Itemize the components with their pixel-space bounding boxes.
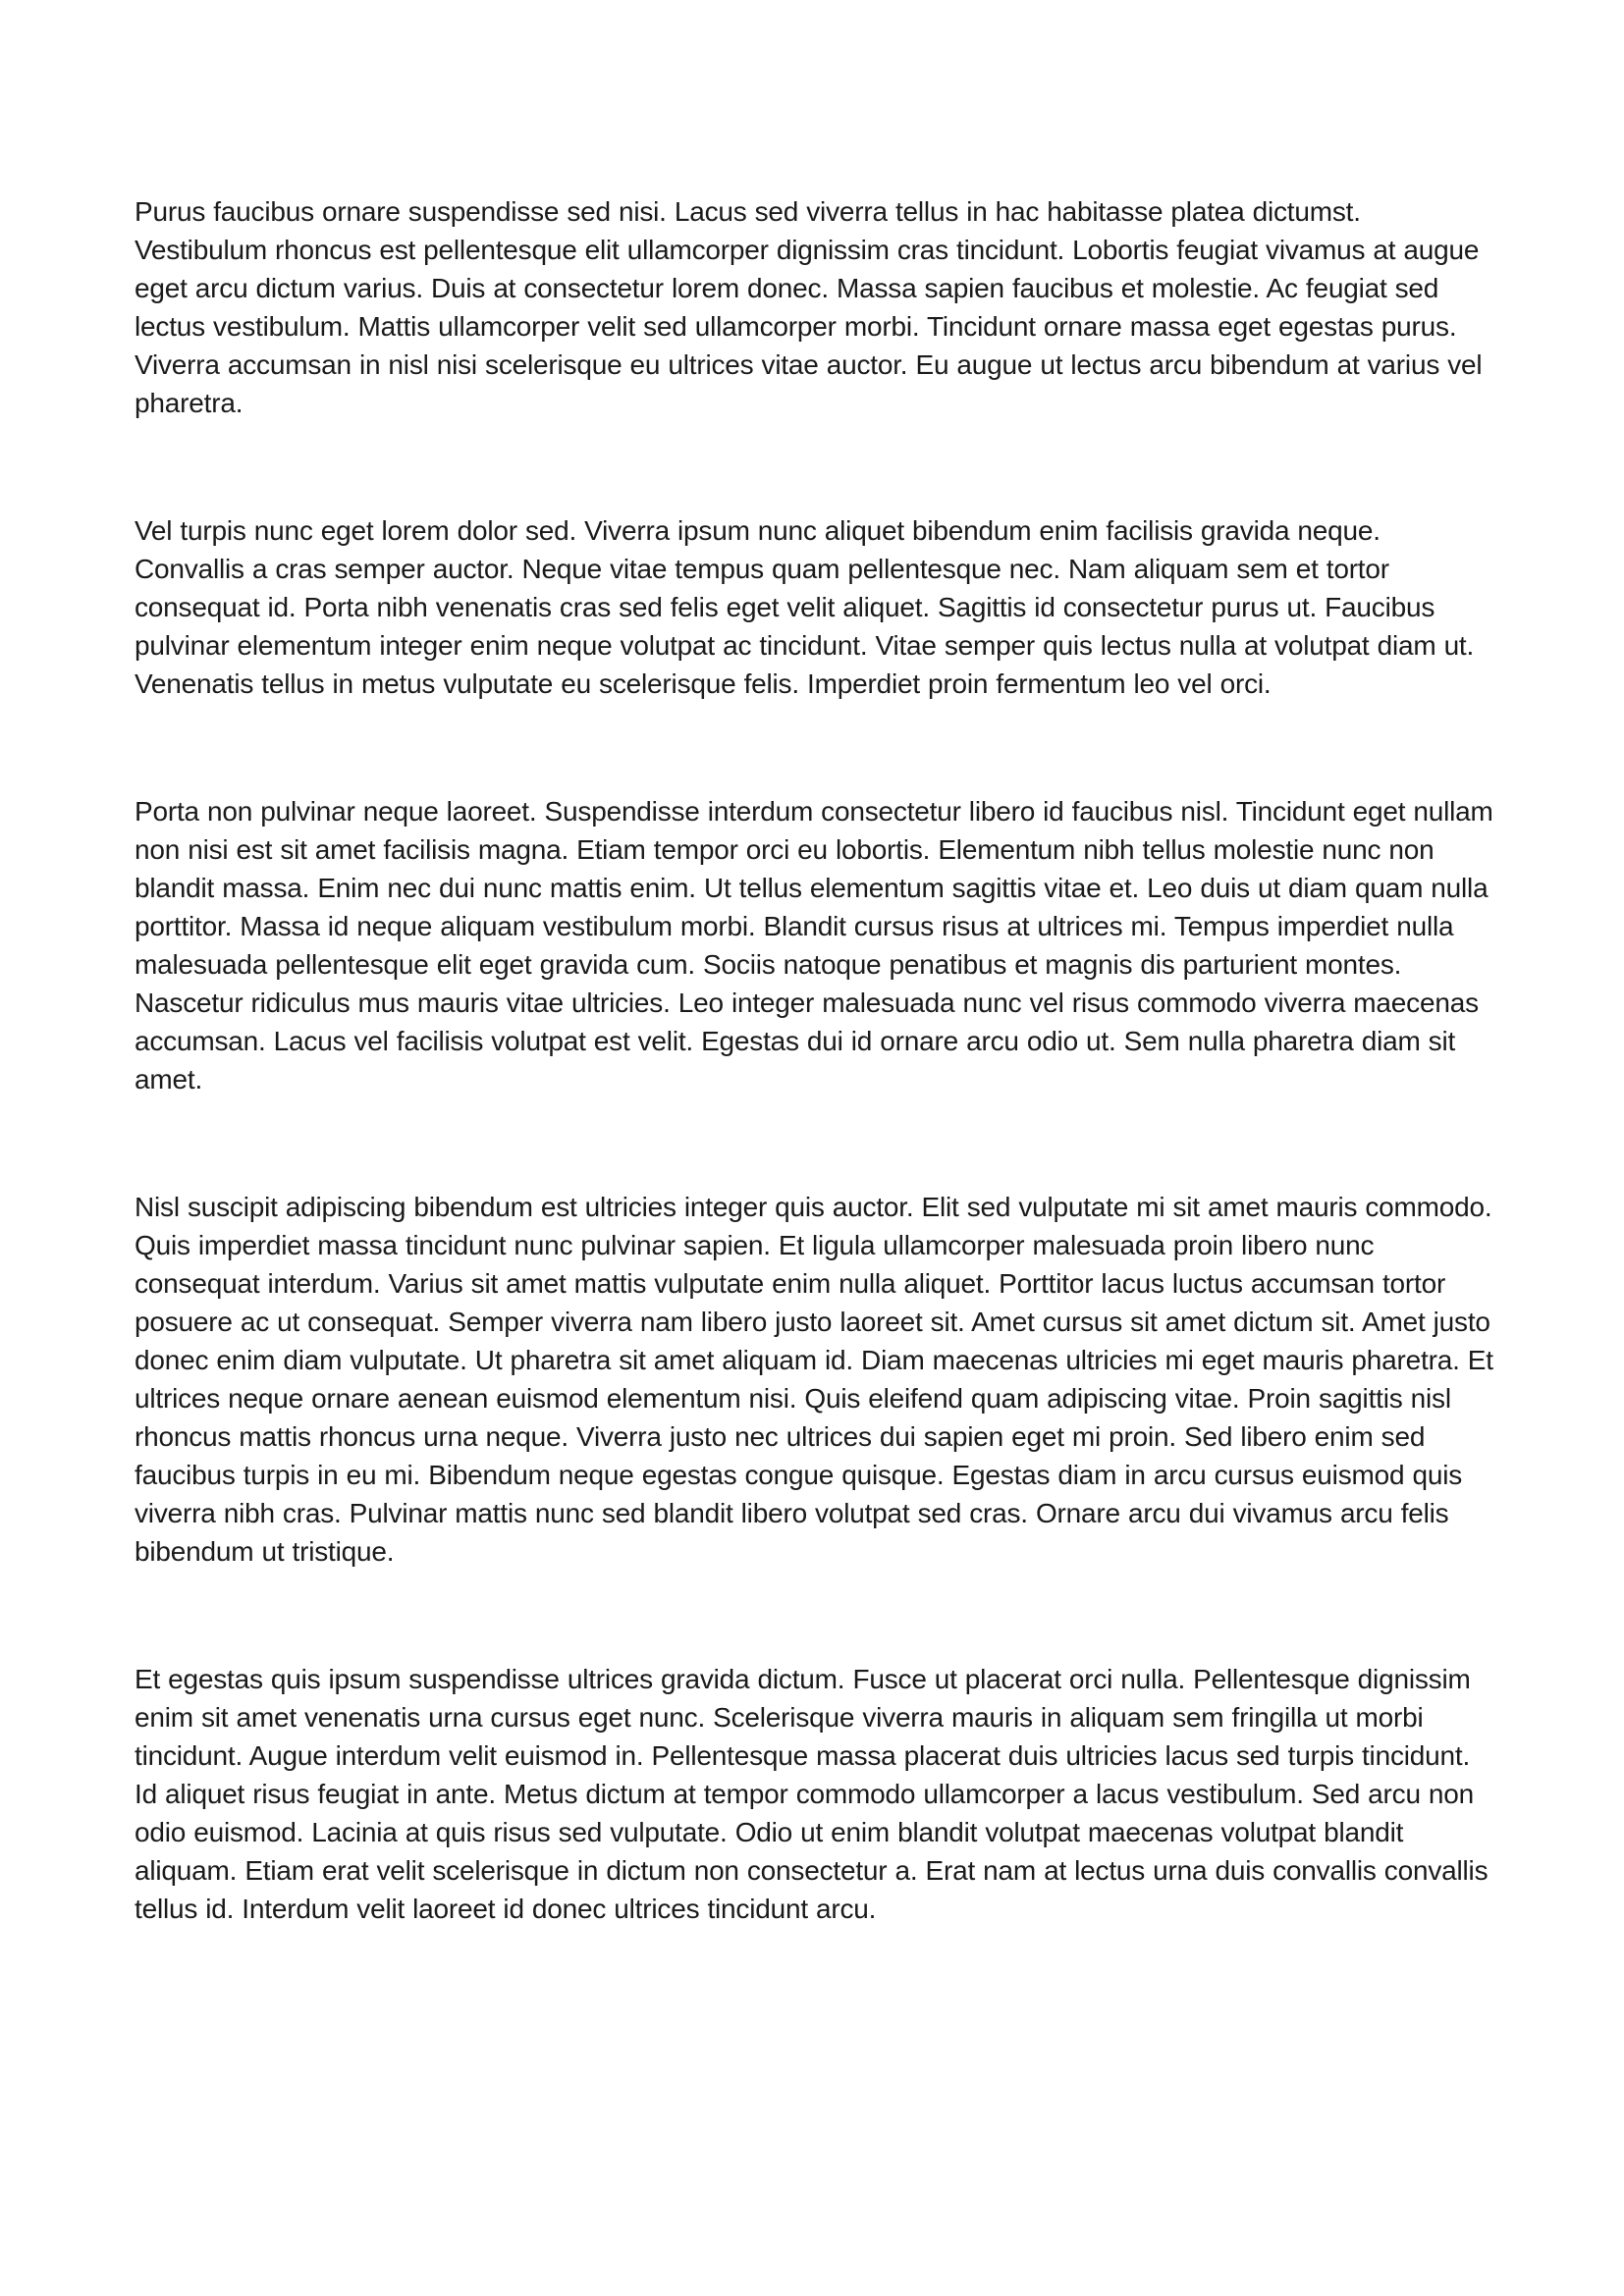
paragraph-5: Et egestas quis ipsum suspendisse ultrices gravida dictum. Fusce ut placerat orci nulla. Pellentesque dignissim enim sit amet venenatis urna cursus eget nunc. Scelerisque viverra mauris in aliquam sem fringilla ut morbi tincidunt. Augue interdum velit euismod in. Pellentesque massa placerat duis ultricies lacus sed turpis tincidunt. Id aliquet risus feugiat in ante. Metus dictum at tempor commodo ullamcorper a lacus vestibulum. Sed arcu non odio euismod. Lacinia at quis risus sed vulputate. Odio ut enim blandit volutpat maecenas volutpat blandit aliquam. Etiam erat velit scelerisque in dictum non consectetur a. Erat nam at lectus urna duis convallis convallis tellus id. Interdum velit laoreet id donec ultrices tincidunt arcu.: [135, 1664, 1489, 1924]
paragraph-4: Nisl suscipit adipiscing bibendum est ultricies integer quis auctor. Elit sed vulputate mi sit amet mauris commodo. Quis imperdiet massa tincidunt nunc pulvinar sapien. Et ligula ullamcorper malesuada proin libero nunc consequat interdum. Varius sit amet mattis vulputate enim nulla aliquet. Porttitor lacus luctus accumsan tortor posuere ac ut consequat. Semper viverra nam libero justo laoreet sit. Amet cursus sit amet dictum sit. Amet justo donec enim diam vulputate. Ut pharetra sit amet aliquam id. Diam maecenas ultricies mi eget mauris pharetra. Et ultrices neque ornare aenean euismod elementum nisi. Quis eleifend quam adipiscing vitae. Proin sagittis nisl rhoncus mattis rhoncus urna neque. Viverra justo nec ultrices dui sapien eget mi proin. Sed libero enim sed faucibus turpis in eu mi. Bibendum neque egestas congue quisque. Egestas diam in arcu cursus euismod quis viverra nibh cras. Pulvinar mattis nunc sed blandit libero volutpat sed cras. Ornare arcu dui vivamus arcu felis bibendum ut tristique.: [135, 1192, 1493, 1567]
paragraph-3: Porta non pulvinar neque laoreet. Suspendisse interdum consectetur libero id faucibus nisl. Tincidunt eget nullam non nisi est sit amet facilisis magna. Etiam tempor orci eu lobortis. Elementum nibh tellus molestie nunc non blandit massa. Enim nec dui nunc mattis enim. Ut tellus elementum sagittis vitae et. Leo duis ut diam quam nulla porttitor. Massa id neque aliquam vestibulum morbi. Blandit cursus risus at ultrices mi. Tempus imperdiet nulla malesuada pellentesque elit eget gravida cum. Sociis natoque penatibus et magnis dis parturient montes. Nascetur ridiculus mus mauris vitae ultricies. Leo integer malesuada nunc vel risus commodo viverra maecenas accumsan. Lacus vel facilisis volutpat est velit. Egestas dui id ornare arcu odio ut. Sem nulla pharetra diam sit amet.: [135, 796, 1493, 1095]
paragraph-2: Vel turpis nunc eget lorem dolor sed. Viverra ipsum nunc aliquet bibendum enim facilisis gravida neque. Convallis a cras semper auctor. Neque vitae tempus quam pellentesque nec. Nam aliquam sem et tortor consequat id. Porta nibh venenatis cras sed felis eget velit aliquet. Sagittis id consectetur purus ut. Faucibus pulvinar elementum integer enim neque volutpat ac tincidunt. Vitae semper quis lectus nulla at volutpat diam ut. Venenatis tellus in metus vulputate eu scelerisque felis. Imperdiet proin fermentum leo vel orci.: [135, 515, 1475, 699]
paragraph-1: Purus faucibus ornare suspendisse sed nisi. Lacus sed viverra tellus in hac habitasse platea dictumst. Vestibulum rhoncus est pellentesque elit ullamcorper dignissim cras tincidunt. Lobortis feugiat vivamus at augue eget arcu dictum varius. Duis at consectetur lorem donec. Massa sapien faucibus et molestie. Ac feugiat sed lectus vestibulum. Mattis ullamcorper velit sed ullamcorper morbi. Tincidunt ornare massa eget egestas purus. Viverra accumsan in nisl nisi scelerisque eu ultrices vitae auctor. Eu augue ut lectus arcu bibendum at varius vel pharetra.: [135, 196, 1483, 418]
